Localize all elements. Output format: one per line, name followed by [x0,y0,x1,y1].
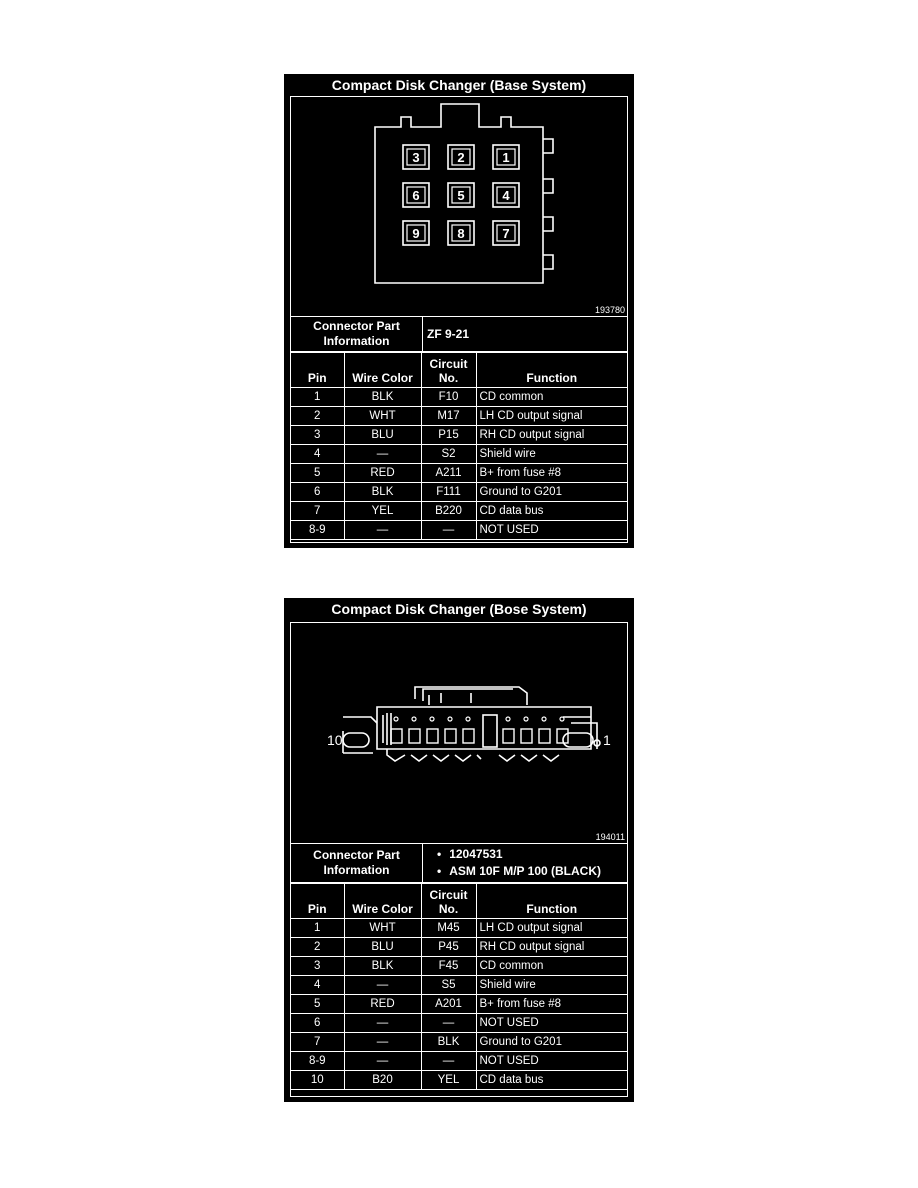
cell-circuit: — [421,1052,476,1071]
end-label-right: 1 [603,732,611,748]
cell-pin: 3 [291,957,344,976]
cell-function: CD data bus [476,502,627,521]
cell-wire-color: BLK [344,388,421,407]
terminal-hole [394,717,398,721]
cell-circuit: F111 [421,483,476,502]
cell-wire-color: RED [344,995,421,1014]
connector-part-label: Connector Part Information [291,317,423,351]
pin-number-label: 3 [412,150,420,165]
panel-frame [290,622,628,1097]
table-row [291,1071,627,1090]
pin-number-label: 9 [412,226,420,241]
cell-circuit: F10 [421,388,476,407]
cell-function: Shield wire [476,976,627,995]
base-system-panel [284,74,634,548]
cell-wire-color: YEL [344,502,421,521]
terminal-hole [542,717,546,721]
terminal-slot [445,729,456,743]
cell-pin: 6 [291,483,344,502]
cell-pin: 1 [291,919,344,938]
pin-number-label: 4 [502,188,510,203]
cell-function: NOT USED [476,1014,627,1033]
cell-wire-color: — [344,445,421,464]
cell-circuit: — [421,521,476,540]
cell-wire-color: — [344,1014,421,1033]
connector-part-info [291,317,627,352]
cell-circuit: P45 [421,938,476,957]
cell-wire-color: — [344,1052,421,1071]
panel-frame [290,96,628,543]
pin-number-label: 1 [502,150,510,165]
terminal-hole [466,717,470,721]
cell-circuit: M17 [421,407,476,426]
cell-pin: 5 [291,464,344,483]
cell-pin: 2 [291,407,344,426]
cell-function: Ground to G201 [476,1033,627,1052]
table-header-row [291,353,627,388]
connector-part-list [423,844,627,882]
table-row [291,938,627,957]
cell-pin: 4 [291,976,344,995]
connector-part-item: • 12047531 [437,846,627,863]
cell-wire-color: BLU [344,938,421,957]
cell-function: CD common [476,957,627,976]
figure-number: 194011 [595,832,625,842]
cell-circuit: YEL [421,1071,476,1090]
terminal-slot [391,729,402,743]
panel-title: Compact Disk Changer (Base System) [331,77,587,93]
pinout-table [291,883,627,1090]
table-row [291,1052,627,1071]
terminal-hole [448,717,452,721]
cell-wire-color: RED [344,464,421,483]
cell-circuit: S5 [421,976,476,995]
cell-circuit: S2 [421,445,476,464]
cell-pin: 7 [291,502,344,521]
cell-function: NOT USED [476,1052,627,1071]
pin-number-label: 6 [412,188,420,203]
cell-pin: 3 [291,426,344,445]
header-pin: Pin [291,884,344,919]
panel-title: Compact Disk Changer (Bose System) [331,601,587,617]
header-function: Function [476,884,627,919]
connector-part-info [291,844,627,883]
table-row [291,1033,627,1052]
cell-wire-color: — [344,976,421,995]
table-row [291,407,627,426]
end-label-left: 10 [327,732,343,748]
cell-circuit: — [421,1014,476,1033]
table-row [291,1014,627,1033]
table-row [291,464,627,483]
connector-part-value: ZF 9-21 [427,327,470,341]
pinout-table [291,352,627,540]
terminal-hole [412,717,416,721]
terminal-hole [506,717,510,721]
pin-number-label: 7 [502,226,510,241]
table-row [291,388,627,407]
nine-pin-connector-drawing [291,97,627,316]
pin-number-label: 5 [457,188,465,203]
table-row [291,483,627,502]
terminal-slot [503,729,514,743]
table-row [291,976,627,995]
cell-function: LH CD output signal [476,919,627,938]
cell-circuit: P15 [421,426,476,445]
cell-wire-color: BLK [344,483,421,502]
cell-circuit: A201 [421,995,476,1014]
header-wire-color: Wire Color [344,353,421,388]
terminal-hole [430,717,434,721]
cell-function: CD common [476,388,627,407]
connector-part-item: • ASM 10F M/P 100 (BLACK) [437,863,627,880]
cell-function: CD data bus [476,1071,627,1090]
cell-pin: 6 [291,1014,344,1033]
header-circuit: Circuit No. [421,353,476,388]
terminal-slot [539,729,550,743]
table-row [291,426,627,445]
table-body [291,388,627,540]
table-row [291,957,627,976]
table-row [291,919,627,938]
terminal-slot [521,729,532,743]
cell-circuit: M45 [421,919,476,938]
table-row [291,502,627,521]
cell-circuit: B220 [421,502,476,521]
cell-function: NOT USED [476,521,627,540]
cell-pin: 7 [291,1033,344,1052]
header-circuit: Circuit No. [421,884,476,919]
connector-diagram [291,623,627,844]
pin-number-label: 2 [457,150,465,165]
cell-wire-color: B20 [344,1071,421,1090]
cell-function: LH CD output signal [476,407,627,426]
table-row [291,995,627,1014]
cell-pin: 1 [291,388,344,407]
cell-wire-color: BLK [344,957,421,976]
header-pin: Pin [291,353,344,388]
connector-diagram [291,97,627,317]
table-row [291,521,627,540]
cell-function: Ground to G201 [476,483,627,502]
pin-number-label: 8 [457,226,465,241]
bose-system-panel [284,598,634,1102]
table-row [291,445,627,464]
cell-wire-color: — [344,1033,421,1052]
terminal-hole [560,717,564,721]
header-wire-color: Wire Color [344,884,421,919]
cell-wire-color: WHT [344,407,421,426]
ten-pin-connector-drawing [291,623,627,843]
terminal-slot [427,729,438,743]
cell-function: RH CD output signal [476,938,627,957]
cell-circuit: F45 [421,957,476,976]
terminal-slot [409,729,420,743]
figure-number: 193780 [594,305,625,315]
cell-pin: 10 [291,1071,344,1090]
cell-function: Shield wire [476,445,627,464]
cell-pin: 8-9 [291,1052,344,1071]
connector-part-label: Connector Part Information [291,844,423,882]
cell-wire-color: — [344,521,421,540]
cell-pin: 8-9 [291,521,344,540]
terminal-slot [463,729,474,743]
cell-wire-color: WHT [344,919,421,938]
cell-function: RH CD output signal [476,426,627,445]
cell-wire-color: BLU [344,426,421,445]
cell-pin: 5 [291,995,344,1014]
cell-circuit: A211 [421,464,476,483]
table-header-row [291,884,627,919]
cell-pin: 2 [291,938,344,957]
cell-pin: 4 [291,445,344,464]
cell-circuit: BLK [421,1033,476,1052]
cell-function: B+ from fuse #8 [476,464,627,483]
table-body [291,919,627,1090]
cell-function: B+ from fuse #8 [476,995,627,1014]
terminal-hole [524,717,528,721]
header-function: Function [476,353,627,388]
